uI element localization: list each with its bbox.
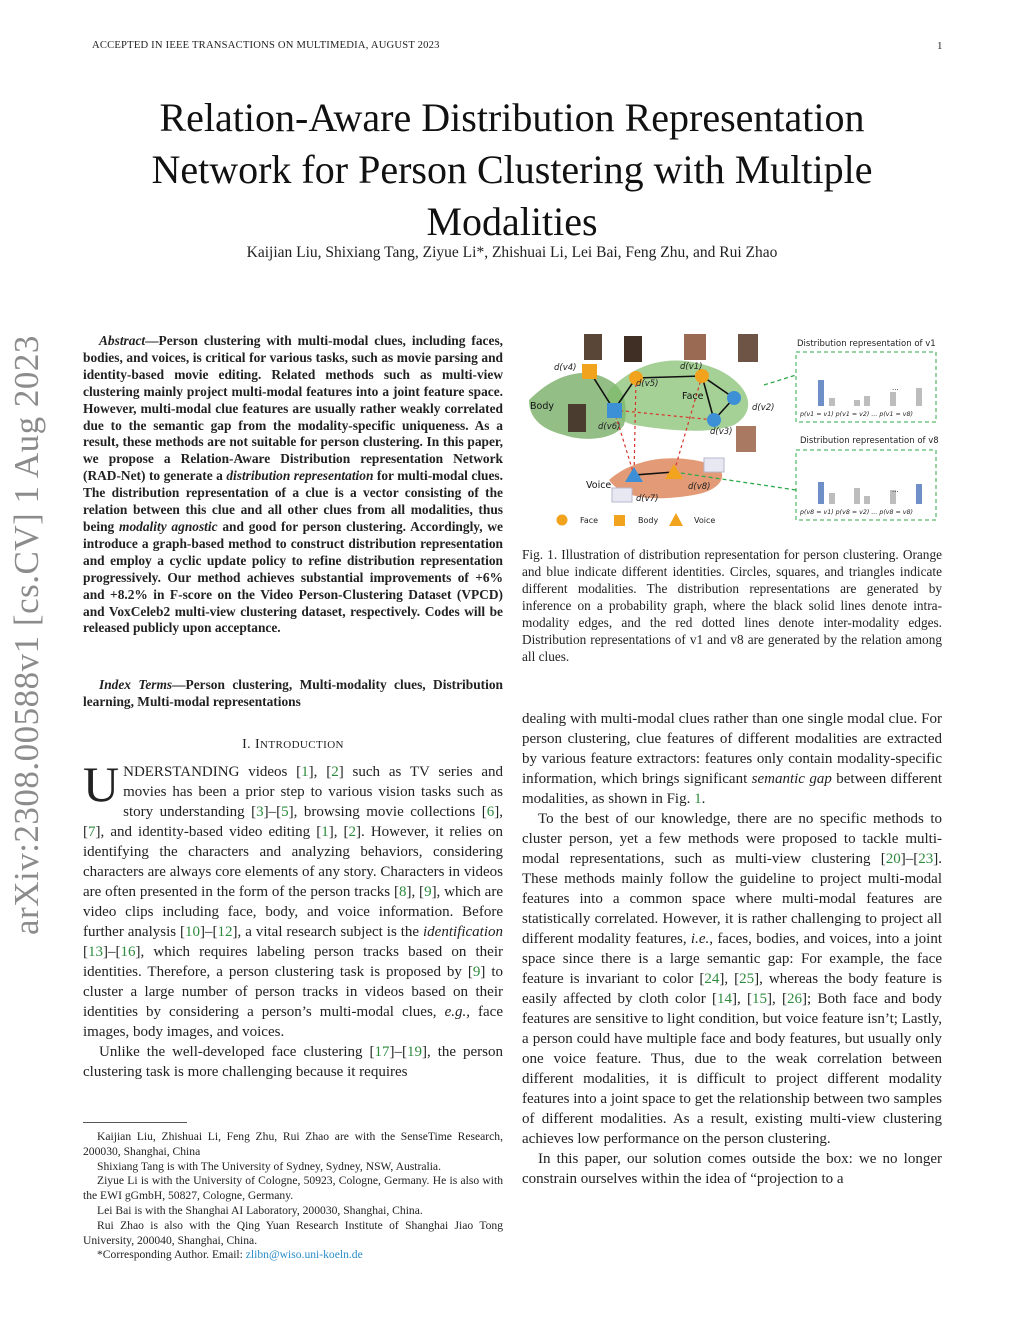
abstract-emphasis: distribution representation [226,468,374,484]
node-label: d(v2) [752,403,775,413]
citation-link[interactable]: 1 [321,824,329,840]
face-thumbnail [684,334,706,360]
dist-bars-v8 [818,482,922,504]
legend-body-symbol [614,515,625,526]
footnotes [83,1130,503,1263]
page-number: 1 [937,40,943,52]
title-line: Modalities [426,199,598,244]
drop-cap: U [83,756,120,812]
body-node-blue [607,403,622,418]
footnote: Rui Zhao is also with the Qing Yuan Research Institute of Shanghai Jiao Tong University, 200040, Shanghai, China. [83,1218,503,1247]
citation-link[interactable]: 15 [752,991,768,1007]
citation-link[interactable]: 14 [717,991,733,1007]
citation-link[interactable]: 8 [398,884,407,900]
paragraph: In this paper, our solution comes outside the box: we no longer constrain ourselves within the idea of “projection to a [522,1151,942,1187]
face-thumbnail [584,334,602,360]
citation-link[interactable]: 9 [472,964,481,980]
dist-bars-v1 [818,380,922,406]
running-header: ACCEPTED IN IEEE TRANSACTIONS ON MULTIMEDIA, AUGUST 2023 [92,40,440,51]
abstract: Abstract—Person clustering with multi-modal clues, including faces, bodies, and voices, is critical for various tasks, such as movie parsing and identity-based movie editing. Related methods such as multi-view clustering mainly project multi-modal features into a joint feature space. However, multi-modal clue features are usually rather weakly correlated due to the semantic gap from the modality-specific uniqueness. As a result, these methods are not suitable for person clustering. In this paper, we propose a Relation-Aware Distribution representation Network (RAD-Net) to generate a distribution representation for multi-modal clues. The distribution representation of a clue is a vector consisting of the relation between this clue and all other clues from all modalities, thus being modality agnostic and good for person clustering. Accordingly, we introduce a graph-based method to construct distribution representation and employ a cyclic update policy to refine distribution representation progressively. Our method achieves substantial improvements of +6% and +8.2% in F-score on the Video Person-Clustering Dataset (VPCD) and VoxCeleb2 multi-view clustering dataset, respectively. Codes will be released publicly upon acceptance. [83,333,503,636]
legend-face: Face [580,516,599,525]
face-node-blue [727,391,741,405]
voice-spectrogram [612,488,632,502]
citation-link[interactable]: 20 [885,851,901,867]
dist-ellipsis: ... [892,384,899,392]
citation-link[interactable]: 10 [185,924,201,940]
face-thumbnail [738,334,758,362]
node-label: d(v8) [688,482,711,492]
citation-link[interactable]: 12 [217,924,233,940]
citation-link[interactable]: 26 [787,991,803,1007]
index-terms-text: Person clustering, Multi-modality clues, Distribution learning, Multi-modal representations [83,677,503,709]
index-terms-label: Index Terms [99,677,173,692]
abstract-label: Abstract [99,333,146,348]
citation-link[interactable]: 9 [424,884,432,900]
footnote: *Corresponding Author. Email: zlibn@wiso.uni-koeln.de [97,1248,363,1262]
legend-face-symbol [557,515,568,526]
node-label: d(v6) [598,422,621,432]
legend-voice: Voice [694,516,716,525]
paragraph: dealing with multi-modal clues rather than one single modal clue. For person clustering, clue features of different modalities are extracted by various feature extractors: features only contain modality-specific information, which brings significant semantic gap between different modalities, as shown in Fig. 1. [522,711,942,807]
modality-label-body: Body [530,401,554,412]
face-node-blue [707,413,721,427]
title-line: Network for Person Clustering with Multiple [151,147,873,192]
right-column-text [522,709,942,1189]
dist-title-v1: Distribution representation of v1 [797,339,936,349]
footnote-rule [83,1122,187,1123]
legend-voice-symbol [669,513,683,526]
email-link[interactable]: zlibn@wiso.uni-koeln.de [245,1248,363,1262]
footnote: Lei Bai is with the Shanghai AI Laboratory, 200030, Shanghai, China. [97,1203,423,1217]
node-label: d(v3) [710,427,733,437]
abstract-text: Person clustering with multi-modal clues, including faces, bodies, and voices, is critical for various tasks, such as movie parsing and identity-based movie editing. Related methods such as multi-view clustering mainly project multi-modal features into a joint feature space. However, multi-modal clue features are usually rather weakly correlated due to the semantic gap from the modality-specific uniqueness. As a result, these methods are not suitable for person clustering. In this paper, we propose a Relation-Aware Distribution representation Network (RAD-Net) to generate a [83,333,503,484]
citation-link[interactable]: 6 [486,804,495,820]
dist-axis-v8: p(v8 = v1) p(v8 = v2) ... p(v8 = v8) [800,509,913,516]
figure-1 [524,330,944,535]
paper-title [80,92,944,248]
citation-link[interactable]: 16 [120,944,136,960]
face-manifold [608,360,748,430]
face-thumbnail [624,336,642,362]
title-line: Relation-Aware Distribution Representation [159,95,865,140]
author-list: Kaijian Liu, Shixiang Tang, Ziyue Li*, Zhishuai Li, Lei Bai, Feng Zhu, and Rui Zhao [246,244,778,261]
section-heading: I. INTRODUCTION [242,737,344,752]
node-label: d(v5) [636,379,659,389]
paragraph: UNDERSTANDING videos [1], [2] such as TV series and movies has been a prior step to various vision tasks such as story understanding [3]–[5], browsing movie collections [6], [7], and identity-based video editing [1], [2]. However, it relies on identifying the characters and analyzing behaviors, considering characters are always core elements of any story. Characters in videos are often presented in the form of the person tracks [8], [9], which are video clips including face, body, and voice information. Before further analysis [10]–[12], a vital research subject is the identification [13]–[16], which requires labeling person tracks based on their identities. Therefore, a person clustering task is proposed by [9] to cluster a large number of person tracks in videos based on their identities by considering a person’s multi-modal clues, e.g., face images, body images, and voices. [83,756,503,1040]
footnote: Shixiang Tang is with The University of Sydney, Sydney, NSW, Australia. [97,1159,441,1173]
dist-axis-v1: p(v1 = v1) p(v1 = v2) ... p(v1 = v8) [800,411,913,418]
node-label: d(v1) [680,362,703,372]
dist-ellipsis: ... [892,486,899,494]
abstract-text: for multi-modal clues. The distribution representation of a clue is a vector consisting of the relation between this clue and all other clues from all modalities, thus being [83,468,503,534]
voice-spectrogram [704,458,724,472]
citation-link[interactable]: 25 [739,971,755,987]
figure-link[interactable]: 1 [694,791,702,807]
caption-label: Fig. 1. [522,547,558,562]
legend-body: Body [638,516,659,525]
citation-link[interactable]: 13 [88,944,103,960]
citation-link[interactable]: 19 [407,1044,423,1060]
caption-text: Illustration of distribution representation for person clustering. Orange and blue indicate different identities. Circles, squares, and triangles indicate different modalities. The distribution representations are generated by inference on a probability graph, where the black solid lines denote intra-modality edges, and the red dotted lines denote inter-modality edges. Distribution representations of v1 and v8 are generated by the relation among all clues. [522,547,943,664]
citation-link[interactable]: 2 [348,824,357,840]
index-terms: Index Terms—Person clustering, Multi-modality clues, Distribution learning, Multi-modal representations [83,677,503,709]
paragraph: To the best of our knowledge, there are no specific methods to cluster person, yet a few methods were proposed to tackle multi-modal representations, such as multi-view clustering [20]–[23]. These methods mainly follow the guideline to project multi-modal features into a common space where multi-modal features are statistically correlated. However, it is rather challenging to project all different modality features, i.e., faces, bodies, and voices, into a joint space since there is a large semantic gap: For example, the face feature is invariant to color [24], [25], whereas the body feature is easily affected by cloth color [14], [15], [26]; Both face and body features are sensitive to light condition, but voice feature isn’t; Lastly, a person could have multiple face and body features, but usually only one voice feature. Thus, due to the weak correlation between different modalities, it is difficult to project different modality features into a joint space to get the relationship between two samples of different modalities. As a result, existing multi-view clustering achieves low performance on the person clustering. [522,811,942,1147]
abstract-emphasis: modality agnostic [119,518,218,534]
figure-caption [522,546,942,665]
citation-link[interactable]: 23 [918,851,934,867]
citation-link[interactable]: 1 [301,764,309,780]
citation-link[interactable]: 5 [281,804,289,820]
citation-link[interactable]: 3 [256,804,264,820]
paragraph: Unlike the well-developed face clustering [17]–[19], the person clustering task is more challenging because it requires [83,1044,503,1080]
face-thumbnail [736,426,756,452]
body-node-orange [582,364,597,379]
body-thumbnail [568,404,586,432]
node-label: d(v4) [554,363,577,373]
intro-text [83,756,503,1082]
node-label: d(v7) [636,494,659,504]
modality-label-voice: Voice [586,480,612,491]
citation-link[interactable]: 24 [704,971,720,987]
footnote: Kaijian Liu, Zhishuai Li, Feng Zhu, Rui Zhao are with the SenseTime Research, 200030, Shanghai, China [83,1130,503,1158]
arxiv-stamp: arXiv:2308.00588v1 [cs.CV] 1 Aug 2023 [7,335,46,935]
modality-label-face: Face [682,391,704,402]
abstract-text: and good for person clustering. Accordingly, we introduce a graph-based method to construct distribution representation and employ a cyclic update policy to refine distribution representation progressively. Our method achieves substantial improvements of +6% and +8.2% in F-score on the Video Person-Clustering Dataset (VPCD) and VoxCeleb2 multi-view clustering dataset, respectively. Codes will be released publicly upon acceptance. [83,518,503,636]
citation-link[interactable]: 2 [331,764,339,780]
footnote: Ziyue Li is with the University of Cologne, 50923, Cologne, Germany. He is also with the EWI gGmbH, 50827, Cologne, Germany. [83,1174,503,1203]
dist-title-v8: Distribution representation of v8 [800,436,939,446]
citation-link[interactable]: 7 [88,824,96,840]
citation-link[interactable]: 17 [374,1044,390,1060]
